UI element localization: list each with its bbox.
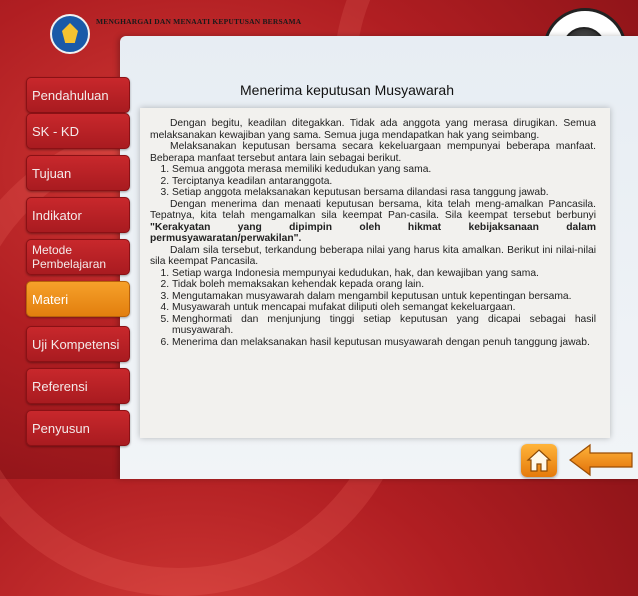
nav-item-label: Pendahuluan <box>32 87 109 103</box>
home-button[interactable] <box>521 444 557 477</box>
nav-item-label: Tujuan <box>32 165 72 181</box>
nav-item-label: Metode Pembelajaran <box>32 243 107 271</box>
list-item: 5. Menghormati dan menjunjung tinggi setiap keputusan yang dicapai sebagai hasil musyawarah. <box>172 314 596 337</box>
paragraph-3 <box>150 199 596 245</box>
values-list <box>150 268 596 349</box>
ministry-logo-icon <box>50 14 90 54</box>
back-arrow-icon <box>568 443 634 477</box>
nav-item-sk-kd[interactable] <box>26 113 130 149</box>
nav-item-materi[interactable] <box>26 281 130 317</box>
list-item: 1. Setiap warga Indonesia mempunyai kedudukan, hak, dan kewajiban yang sama. <box>172 268 596 280</box>
list-item: 6. Menerima dan melaksanakan hasil keputusan musyawarah dengan penuh tanggung jawab. <box>172 337 596 349</box>
benefit-list <box>150 164 596 199</box>
home-icon <box>526 448 552 473</box>
nav-item-label: Indikator <box>32 207 82 223</box>
nav-item-penyusun[interactable] <box>26 410 130 446</box>
paragraph-1: Dengan begitu, keadilan ditegakkan. Tidak ada anggota yang merasa dirugikan. Semua melaksanakan kewajiban yang sama. Semua juga mendapatkan hak yang seimbang. <box>150 118 596 141</box>
nav-item-label: Uji Kompetensi <box>32 336 120 352</box>
list-item: 4. Musyawarah untuk mencapai mufakat diliputi oleh semangat kekeluargaan. <box>172 302 596 314</box>
nav-item-pendahuluan[interactable] <box>26 77 130 113</box>
header-title: MENGHARGAI DAN MENAATI KEPUTUSAN BERSAMA <box>96 17 302 26</box>
list-item: 3. Setiap anggota melaksanakan keputusan bersama dilandasi rasa tanggung jawab. <box>172 187 596 199</box>
nav-item-tujuan[interactable] <box>26 155 130 191</box>
nav-item-referensi[interactable] <box>26 368 130 404</box>
list-item: 3. Mengutamakan musyawarah dalam mengambil keputusan untuk kepentingan bersama. <box>172 291 596 303</box>
paragraph-3-text: Dengan menerima dan menaati keputusan bersama, kita telah meng-amalkan Pancasila. Tepatnya, kita telah mengamalkan sila keempat Pan-casila. Sila keempat tersebut berbunyi <box>150 198 596 221</box>
nav-item-label: Penyusun <box>32 420 90 436</box>
list-item: 2. Tidak boleh memaksakan kehendak kepada orang lain. <box>172 279 596 291</box>
page-title: Menerima keputusan Musyawarah <box>240 82 454 98</box>
nav-item-metode-pembelajaran[interactable] <box>26 239 130 275</box>
nav-item-label: Referensi <box>32 378 88 394</box>
paragraph-4: Dalam sila tersebut, terkandung beberapa nilai yang harus kita amalkan. Berikut ini nilai-nilai sila keempat Pancasila. <box>150 244 596 267</box>
list-item: 1. Semua anggota merasa memiliki kedudukan yang sama. <box>172 164 596 176</box>
nav-item-label: Materi <box>32 291 69 307</box>
document-image <box>140 108 610 438</box>
nav-item-indikator[interactable] <box>26 197 130 233</box>
nav-item-label: SK - KD <box>32 123 79 139</box>
back-button[interactable] <box>568 443 634 477</box>
paragraph-2: Melaksanakan keputusan bersama secara kekeluargaan mempunyai beberapa manfaat. Beberapa manfaat tersebut antara lain sebagai berikut. <box>150 141 596 164</box>
list-item: 2. Terciptanya keadilan antaranggota. <box>172 176 596 188</box>
sila-quote: "Kerakyatan yang dipimpin oleh hikmat kebijaksanaan dalam permusyawaratan/perwakilan". <box>150 221 596 244</box>
nav-item-uji-kompetensi[interactable] <box>26 326 130 362</box>
